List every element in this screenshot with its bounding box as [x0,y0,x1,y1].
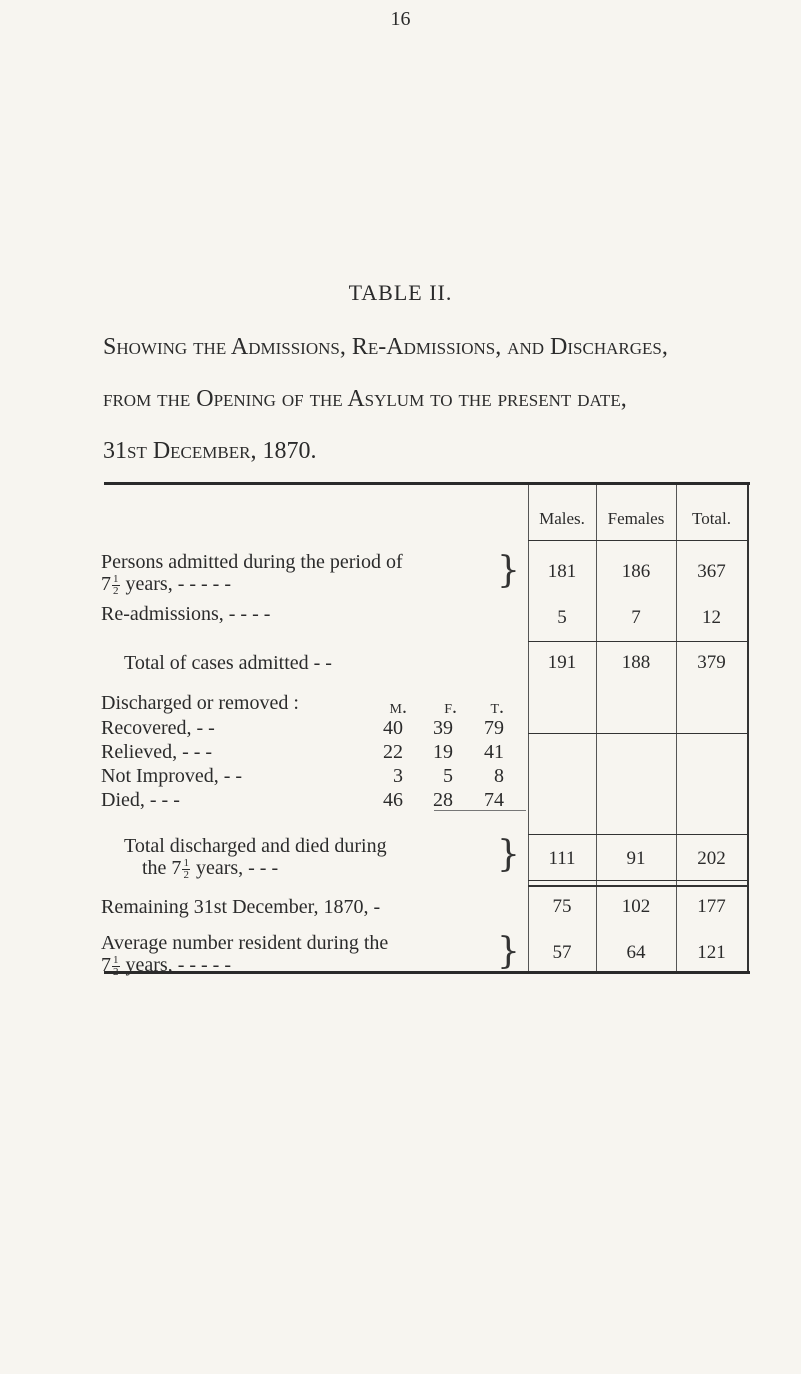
row-label-admitted: Persons admitted during the period of [101,551,403,573]
total-discharged-total: 202 [697,848,726,869]
discharged-item-f: 19 [433,741,453,763]
row-label-total-admitted: Total of cases admitted - - [124,652,332,674]
total-rule [528,885,747,887]
total-admitted-total: 379 [697,652,726,673]
total-rule [528,834,747,835]
discharged-item-t: 79 [484,717,504,739]
discharged-item-m: 22 [383,741,403,763]
col-header-females: Females [607,509,665,528]
caption-line-2: from the Opening of the Asylum to the present date, [103,386,627,412]
table-right-border [747,485,749,971]
remaining-males: 75 [552,896,572,917]
admitted-total: 367 [697,561,726,582]
discharged-item-m: 3 [393,765,403,787]
row-label-admitted-line2: 7 $\frac{1}{2}$ years, - - - - - [101,572,231,597]
row-label-remaining: Remaining 31st December, 1870, - [101,896,381,918]
remaining-total: 177 [697,896,726,917]
discharged-item-label: Recovered, - - [101,717,215,739]
subheader-f: f. [444,696,457,718]
admitted-males: 181 [547,561,577,582]
discharged-item-label: Died, - - - [101,789,180,811]
admitted-females: 186 [621,561,651,582]
average-total: 121 [697,942,726,963]
subheader-m: m. [389,696,407,718]
brace-icon: } [497,931,520,972]
discharged-item-t: 74 [484,789,504,811]
discharged-item-f: 5 [443,765,453,787]
row-label-readmissions: Re-admissions, - - - - [101,603,271,625]
subtotal-rule [434,810,526,811]
caption-line-1: Showing the Admissions, Re-Admissions, and Discharges, [103,334,668,360]
admissions-table [101,482,750,978]
discharged-item-m: 40 [383,717,403,739]
readmissions-total: 12 [702,607,721,628]
discharged-item-label: Not Improved, - - [101,765,243,787]
discharged-item-m: 46 [383,789,403,811]
total-admitted-males: 191 [547,652,577,673]
row-label-discharged: Discharged or removed : [101,692,299,714]
brace-icon: } [497,834,520,875]
page-number: 16 [390,8,411,30]
readmissions-males: 5 [557,607,567,628]
total-rule [528,733,747,734]
discharged-item-f: 39 [433,717,453,739]
total-rule [528,880,747,881]
discharged-item-label: Relieved, - - - [101,741,213,763]
caption-line-3: 31st December, 1870. [103,438,317,464]
average-males: 57 [552,942,572,963]
col-header-males: Males. [539,509,585,528]
average-females: 64 [626,942,646,963]
total-admitted-females: 188 [621,652,651,673]
col-header-total: Total. [692,509,731,528]
subtotal-rule [528,641,747,642]
discharged-item-f: 28 [433,789,453,811]
header-rule [528,540,747,541]
brace-icon: } [497,550,520,591]
total-discharged-females: 91 [626,848,646,869]
discharged-item-t: 41 [484,741,504,763]
table-title: TABLE II. [348,280,453,305]
row-label-total-discharged: Total discharged and died during [124,835,387,857]
row-label-total-discharged-line2: the 7 $\frac{1}{2}$ years, - - - [142,856,279,881]
row-label-average-line2: 7 $\frac{1}{2}$ years, - - - - - [101,953,231,978]
readmissions-females: 7 [631,607,641,628]
discharged-item-t: 8 [494,765,504,787]
total-discharged-males: 111 [548,848,576,869]
row-label-average: Average number resident during the [101,932,389,954]
subheader-t: t. [490,696,504,718]
remaining-females: 102 [621,896,651,917]
